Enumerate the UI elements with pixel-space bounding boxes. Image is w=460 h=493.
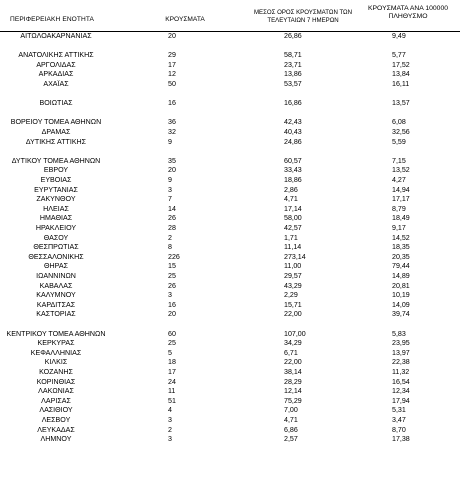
- per100k-cell: 4,27: [392, 176, 406, 184]
- cases-cell: 36: [168, 118, 176, 127]
- table-row: [0, 224, 460, 233]
- region-cell: ΚΟΡΙΝΘΙΑΣ: [36, 377, 76, 386]
- table-row: [0, 166, 460, 175]
- per100k-cell: 14,52: [392, 233, 410, 242]
- table-row: [0, 253, 460, 262]
- per100k-cell: 11,32: [392, 368, 410, 376]
- table-row: [0, 186, 460, 195]
- cases-cell: 226: [168, 252, 180, 261]
- per100k-cell: 14,94: [392, 185, 410, 194]
- avg7-cell: 107,00: [284, 329, 306, 338]
- table-row: [0, 426, 460, 435]
- region-cell: ΚΑΒΑΛΑΣ: [39, 281, 73, 290]
- table-row: [0, 339, 460, 348]
- table-row: [0, 138, 460, 147]
- avg7-cell: 11,00: [284, 262, 302, 271]
- region-cell: ΚΑΡΔΙΤΣΑΣ: [36, 300, 76, 309]
- per100k-cell: 8,70: [392, 425, 406, 434]
- cases-cell: 11: [168, 387, 176, 396]
- cases-cell: 15: [168, 262, 176, 271]
- cases-cell: 20: [168, 310, 176, 319]
- header-avg7-line2: ΤΕΛΕΥΤΑΙΩΝ 7 ΗΜΕΡΩΝ: [267, 17, 339, 24]
- cases-cell: 20: [168, 166, 176, 175]
- avg7-cell: 26,86: [284, 32, 302, 40]
- avg7-cell: 22,00: [284, 358, 302, 367]
- header-per100k-line2: ΠΛΗΘΥΣΜΟ: [388, 13, 428, 20]
- avg7-cell: 43,29: [284, 281, 302, 290]
- avg7-cell: 13,86: [284, 70, 302, 79]
- cases-cell: 29: [168, 51, 176, 60]
- cases-cell: 60: [168, 329, 176, 338]
- avg7-cell: 7,00: [284, 406, 298, 415]
- table-row: [0, 118, 460, 127]
- per100k-cell: 20,35: [392, 252, 410, 261]
- table-row: [0, 147, 460, 156]
- avg7-cell: 40,43: [284, 128, 302, 136]
- table-row: [0, 70, 460, 79]
- avg7-cell: 60,57: [284, 156, 302, 165]
- table-row: [0, 176, 460, 185]
- cases-cell: 17: [168, 60, 176, 69]
- table-row: [0, 243, 460, 252]
- table-row: [0, 272, 460, 281]
- avg7-cell: 58,00: [284, 214, 302, 223]
- header-region: ΠΕΡΙΦΕΡΕΙΑΚΗ ΕΝΟΤΗΤΑ: [9, 16, 95, 23]
- avg7-cell: 34,29: [284, 339, 302, 348]
- avg7-cell: 6,86: [284, 425, 298, 434]
- region-cell: ΘΑΣΟΥ: [43, 233, 69, 242]
- avg7-cell: 6,71: [284, 348, 298, 357]
- region-cell: ΙΩΑΝΝΙΝΩΝ: [36, 272, 76, 280]
- table-row: [0, 330, 460, 339]
- avg7-cell: 58,71: [284, 51, 302, 60]
- table-row: [0, 51, 460, 60]
- avg7-cell: 17,14: [284, 204, 302, 213]
- region-cell: ΕΥΒΟΙΑΣ: [40, 176, 72, 184]
- cases-cell: 2: [168, 233, 172, 242]
- per100k-cell: 13,84: [392, 70, 410, 79]
- per100k-cell: 9,49: [392, 32, 406, 40]
- region-cell: ΘΕΣΠΡΩΤΙΑΣ: [33, 243, 79, 252]
- per100k-cell: 5,83: [392, 329, 406, 338]
- region-cell: ΚΑΣΤΟΡΙΑΣ: [36, 310, 76, 319]
- per100k-cell: 32,56: [392, 128, 410, 136]
- header-per100k-line1: ΚΡΟΥΣΜΑΤΑ ΑΝΑ 100000: [367, 5, 449, 12]
- region-cell: ΚΙΛΚΙΣ: [44, 358, 68, 367]
- header-cases: ΚΡΟΥΣΜΑΤΑ: [165, 16, 205, 23]
- table-row: [0, 80, 460, 89]
- cases-cell: 3: [168, 416, 172, 424]
- cases-cell: 20: [168, 32, 176, 40]
- per100k-cell: 7,15: [392, 156, 406, 165]
- cases-cell: 26: [168, 281, 176, 290]
- table-row: [0, 262, 460, 271]
- per100k-cell: 18,49: [392, 214, 410, 223]
- table-row: [0, 387, 460, 396]
- avg7-cell: 11,14: [284, 243, 302, 252]
- region-cell: ΑΡΓΟΛΙΔΑΣ: [36, 60, 76, 69]
- per100k-cell: 16,11: [392, 80, 410, 88]
- avg7-cell: 24,86: [284, 137, 302, 146]
- table-row: [0, 406, 460, 415]
- region-cell: ΘΗΡΑΣ: [44, 262, 68, 271]
- avg7-cell: 273,14: [284, 252, 306, 261]
- per100k-cell: 10,19: [392, 291, 410, 300]
- per100k-cell: 14,09: [392, 300, 410, 309]
- table-row: [0, 358, 460, 367]
- cases-cell: 5: [168, 348, 172, 357]
- table-row: [0, 435, 460, 444]
- avg7-cell: 12,14: [284, 387, 302, 396]
- region-cell: ΚΑΛΥΜΝΟΥ: [36, 291, 76, 300]
- per100k-cell: 13,52: [392, 166, 410, 175]
- region-cell: ΚΟΖΑΝΗΣ: [39, 368, 73, 376]
- avg7-cell: 18,86: [284, 176, 302, 184]
- table-row: [0, 157, 460, 166]
- table-row: [0, 205, 460, 214]
- table-row: [0, 32, 460, 41]
- cases-cell: 35: [168, 156, 176, 165]
- per100k-cell: 23,95: [392, 339, 410, 348]
- region-cell: ΛΑΚΩΝΙΑΣ: [38, 387, 74, 396]
- per100k-cell: 39,74: [392, 310, 410, 319]
- table-row: [0, 349, 460, 358]
- region-cell: ΖΑΚΥΝΘΟΥ: [36, 195, 76, 204]
- cases-cell: 51: [168, 396, 176, 405]
- per100k-cell: 6,08: [392, 118, 406, 127]
- table-row: [0, 378, 460, 387]
- region-cell: ΛΑΣΙΘΙΟΥ: [39, 406, 73, 415]
- region-cell: ΔΡΑΜΑΣ: [41, 128, 71, 136]
- cases-cell: 50: [168, 80, 176, 88]
- per100k-cell: 5,77: [392, 51, 406, 60]
- table-row: [0, 291, 460, 300]
- cases-cell: 9: [168, 137, 172, 146]
- per100k-cell: 22,38: [392, 358, 410, 367]
- cases-cell: 2: [168, 425, 172, 434]
- region-cell: ΗΛΕΙΑΣ: [43, 204, 69, 213]
- region-cell: ΒΟΙΩΤΙΑΣ: [39, 99, 73, 108]
- region-cell: ΛΑΡΙΣΑΣ: [41, 396, 71, 405]
- per100k-cell: 8,79: [392, 204, 406, 213]
- avg7-cell: 22,00: [284, 310, 302, 319]
- avg7-cell: 42,43: [284, 118, 302, 127]
- per100k-cell: 17,94: [392, 396, 410, 405]
- region-cell: ΔΥΤΙΚΟΥ ΤΟΜΕΑ ΑΘΗΝΩΝ: [11, 156, 101, 165]
- cases-cell: 18: [168, 358, 176, 367]
- table-row: [0, 61, 460, 70]
- avg7-cell: 29,57: [284, 272, 302, 280]
- avg7-cell: 23,71: [284, 60, 302, 69]
- table-row: [0, 128, 460, 137]
- table-row: [0, 310, 460, 319]
- region-cell: ΗΜΑΘΙΑΣ: [39, 214, 73, 223]
- per100k-cell: 3,47: [392, 416, 406, 424]
- region-cell: ΔΥΤΙΚΗΣ ΑΤΤΙΚΗΣ: [25, 137, 87, 146]
- per100k-cell: 17,52: [392, 60, 410, 69]
- table-row: [0, 320, 460, 329]
- avg7-cell: 75,29: [284, 396, 302, 405]
- table-row: [0, 416, 460, 425]
- region-cell: ΛΗΜΝΟΥ: [40, 435, 72, 444]
- region-cell: ΒΟΡΕΙΟΥ ΤΟΜΕΑ ΑΘΗΝΩΝ: [10, 118, 102, 127]
- per100k-cell: 79,44: [392, 262, 410, 271]
- per100k-cell: 12,34: [392, 387, 410, 396]
- header-avg7: [248, 9, 358, 25]
- cases-cell: 25: [168, 272, 176, 280]
- cases-cell: 32: [168, 128, 176, 136]
- cases-cell: 14: [168, 204, 176, 213]
- per100k-cell: 14,89: [392, 272, 410, 280]
- region-cell: ΚΕΡΚΥΡΑΣ: [37, 339, 75, 348]
- region-cell: ΛΕΥΚΑΔΑΣ: [37, 425, 75, 434]
- avg7-cell: 16,86: [284, 99, 302, 108]
- per100k-cell: 9,17: [392, 224, 406, 232]
- per100k-cell: 5,31: [392, 406, 406, 415]
- table-row: [0, 282, 460, 291]
- header-avg7-line1: ΜΕΣΟΣ ΟΡΟΣ ΚΡΟΥΣΜΑΤΩΝ ΤΩΝ: [253, 9, 353, 16]
- table-header: [0, 0, 460, 32]
- per100k-cell: 13,57: [392, 99, 410, 108]
- region-cell: ΑΡΚΑΔΙΑΣ: [38, 70, 74, 79]
- table-row: [0, 42, 460, 51]
- avg7-cell: 42,57: [284, 224, 302, 232]
- avg7-cell: 38,14: [284, 368, 302, 376]
- region-cell: ΚΕΝΤΡΙΚΟΥ ΤΟΜΕΑ ΑΘΗΝΩΝ: [6, 329, 106, 338]
- table-row: [0, 195, 460, 204]
- cases-cell: 12: [168, 70, 176, 79]
- cases-cell: 26: [168, 214, 176, 223]
- header-per100k: [356, 5, 460, 21]
- cases-cell: 9: [168, 176, 172, 184]
- avg7-cell: 28,29: [284, 377, 302, 386]
- cases-cell: 24: [168, 377, 176, 386]
- cases-cell: 25: [168, 339, 176, 348]
- avg7-cell: 15,71: [284, 300, 302, 309]
- table-row: [0, 234, 460, 243]
- table-row: [0, 214, 460, 223]
- avg7-cell: 2,57: [284, 435, 298, 444]
- avg7-cell: 1,71: [284, 233, 298, 242]
- region-cell: ΚΕΦΑΛΛΗΝΙΑΣ: [30, 348, 82, 357]
- region-cell: ΕΒΡΟΥ: [43, 166, 69, 175]
- per100k-cell: 17,17: [392, 195, 410, 204]
- avg7-cell: 33,43: [284, 166, 302, 175]
- avg7-cell: 4,71: [284, 416, 298, 424]
- cases-cell: 16: [168, 300, 176, 309]
- per100k-cell: 20,81: [392, 281, 410, 290]
- cases-cell: 3: [168, 185, 172, 194]
- cases-cell: 17: [168, 368, 176, 376]
- per100k-cell: 17,38: [392, 435, 410, 444]
- per100k-cell: 5,59: [392, 137, 406, 146]
- cases-cell: 16: [168, 99, 176, 108]
- table-row: [0, 90, 460, 99]
- avg7-cell: 2,29: [284, 291, 298, 300]
- cases-cell: 7: [168, 195, 172, 204]
- cases-cell: 3: [168, 291, 172, 300]
- avg7-cell: 4,71: [284, 195, 298, 204]
- region-cell: ΘΕΣΣΑΛΟΝΙΚΗΣ: [28, 252, 84, 261]
- region-cell: ΛΕΣΒΟΥ: [41, 416, 71, 424]
- table-row: [0, 99, 460, 108]
- cases-cell: 8: [168, 243, 172, 252]
- region-cell: ΕΥΡΥΤΑΝΙΑΣ: [34, 185, 78, 194]
- per100k-cell: 16,54: [392, 377, 410, 386]
- table-row: [0, 397, 460, 406]
- table-row: [0, 368, 460, 377]
- region-cell: ΗΡΑΚΛΕΙΟΥ: [35, 224, 77, 232]
- region-cell: ΑΧΑΪΑΣ: [43, 80, 69, 88]
- cases-cell: 3: [168, 435, 172, 444]
- avg7-cell: 2,86: [284, 185, 298, 194]
- avg7-cell: 53,57: [284, 80, 302, 88]
- region-cell: ΑΝΑΤΟΛΙΚΗΣ ΑΤΤΙΚΗΣ: [18, 51, 94, 60]
- cases-cell: 4: [168, 406, 172, 415]
- cases-cell: 28: [168, 224, 176, 232]
- per100k-cell: 18,35: [392, 243, 410, 252]
- table-row: [0, 109, 460, 118]
- region-cell: ΑΙΤΩΛΟΑΚΑΡΝΑΝΙΑΣ: [20, 32, 92, 40]
- table-row: [0, 301, 460, 310]
- per100k-cell: 13,97: [392, 348, 410, 357]
